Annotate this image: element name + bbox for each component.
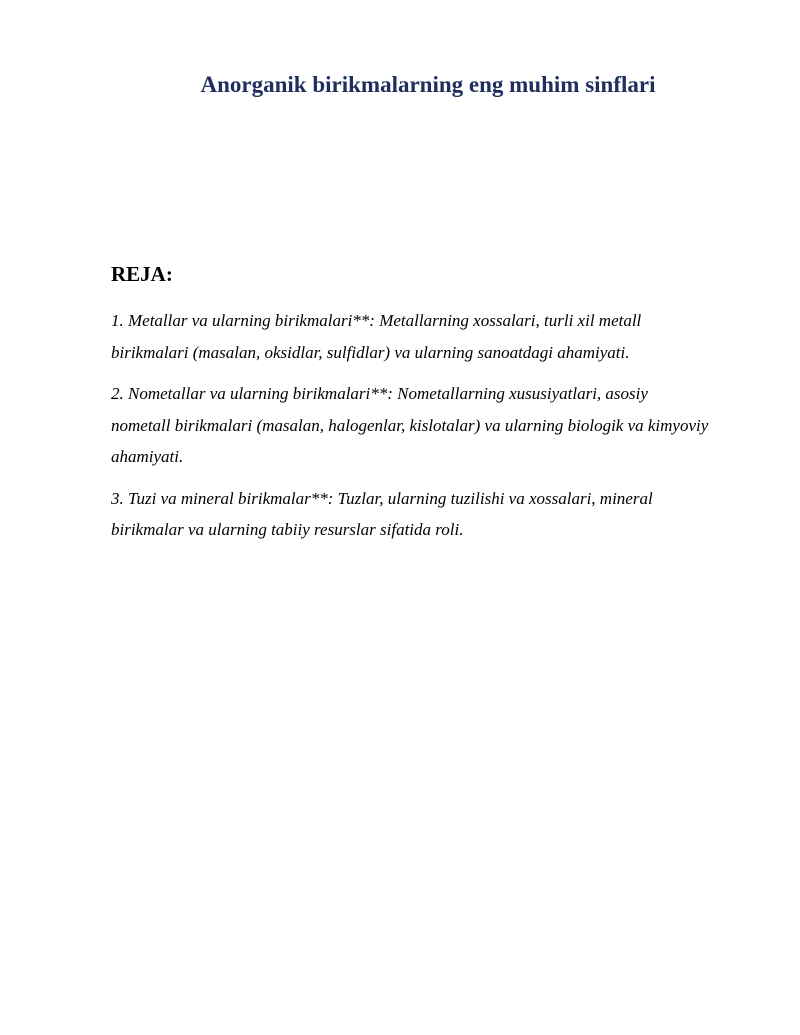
plan-item-3: 3. Tuzi va mineral birikmalar**: Tuzlar, ularning tuzilishi va xossalari, mineral birikmalar va ularning tabiiy resurslar sifatida roli. bbox=[111, 488, 653, 539]
plan-item-1: 1. Metallar va ularning birikmalari**: Metallarning xossalari, turli xil metall birikmalari (masalan, oksidlar, sulfidlar) va ularning sanoatdagi ahamiyati. bbox=[111, 311, 642, 362]
document-title: Anorganik birikmalarning eng muhim sinflari bbox=[200, 72, 656, 97]
plan-item-2: 2. Nometallar va ularning birikmalari**: Nometallarning xususiyatlari, asosiy nometall birikmalari (masalan, halogenlar, kislotalar) va ularning biologik va kimyoviy ahamiyati. bbox=[111, 384, 709, 466]
plan-list bbox=[111, 305, 711, 556]
plan-heading: REJA: bbox=[111, 262, 173, 286]
